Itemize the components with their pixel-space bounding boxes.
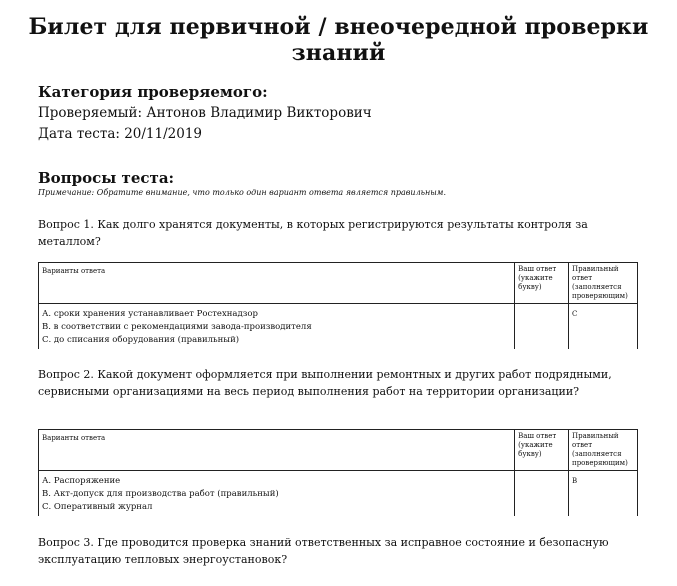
question-1-table [38,262,638,349]
question-1-text: Вопрос 1. Как долго хранятся документы, в которых регистрируются результаты контроля за металлом? [38,218,588,248]
category-heading: Категория проверяемого: [38,83,268,101]
table-row [39,471,638,517]
correct-answer-cell: С [569,304,638,350]
correct-answer-header: Правильный ответ (заполняется проверяющим) [569,430,638,471]
option-a: А. Распоряжение [42,476,121,486]
option-c: С. Оперативный журнал [42,502,153,512]
page-title: Билет для первичной / внеочередной проверки знаний [28,14,649,66]
option-c: С. до списания оборудования (правильный) [42,335,240,345]
questions-heading: Вопросы теста: [38,169,175,187]
table-row [39,304,638,350]
your-answer-header: Ваш ответ (укажите букву) [515,263,569,304]
options-header: Варианты ответа [39,430,515,471]
your-answer-cell[interactable] [515,471,569,517]
option-a: А. сроки хранения устанавливает Ростехнадзор [42,309,258,319]
question-3-text: Вопрос 3. Где проводится проверка знаний ответственных за исправное состояние и безопасную эксплуатацию тепловых энергоустановок? [38,536,609,566]
test-date-line: Дата теста: 20/11/2019 [38,126,203,142]
table-header-row [39,263,638,304]
question-2-text: Вопрос 2. Какой документ оформляется при выполнении ремонтных и других работ подрядными, сервисными организациями на весь период выполнения работ на территории организации? [38,368,612,398]
examinee-line: Проверяемый: Антонов Владимир Викторович [38,105,372,121]
options-header: Варианты ответа [39,263,515,304]
correct-answer-header: Правильный ответ (заполняется проверяющим) [569,263,638,304]
your-answer-cell[interactable] [515,304,569,350]
option-b: В. Акт-допуск для производства работ (правильный) [42,489,279,499]
question-2-table [38,429,638,516]
table-header-row [39,430,638,471]
your-answer-header: Ваш ответ (укажите букву) [515,430,569,471]
options-cell [39,304,515,350]
option-b: В. в соответствии с рекомендациями завода-производителя [42,322,312,332]
correct-answer-cell: В [569,471,638,517]
note-text: Примечание: Обратите внимание, что только один вариант ответа является правильным. [38,188,446,197]
options-cell [39,471,515,517]
